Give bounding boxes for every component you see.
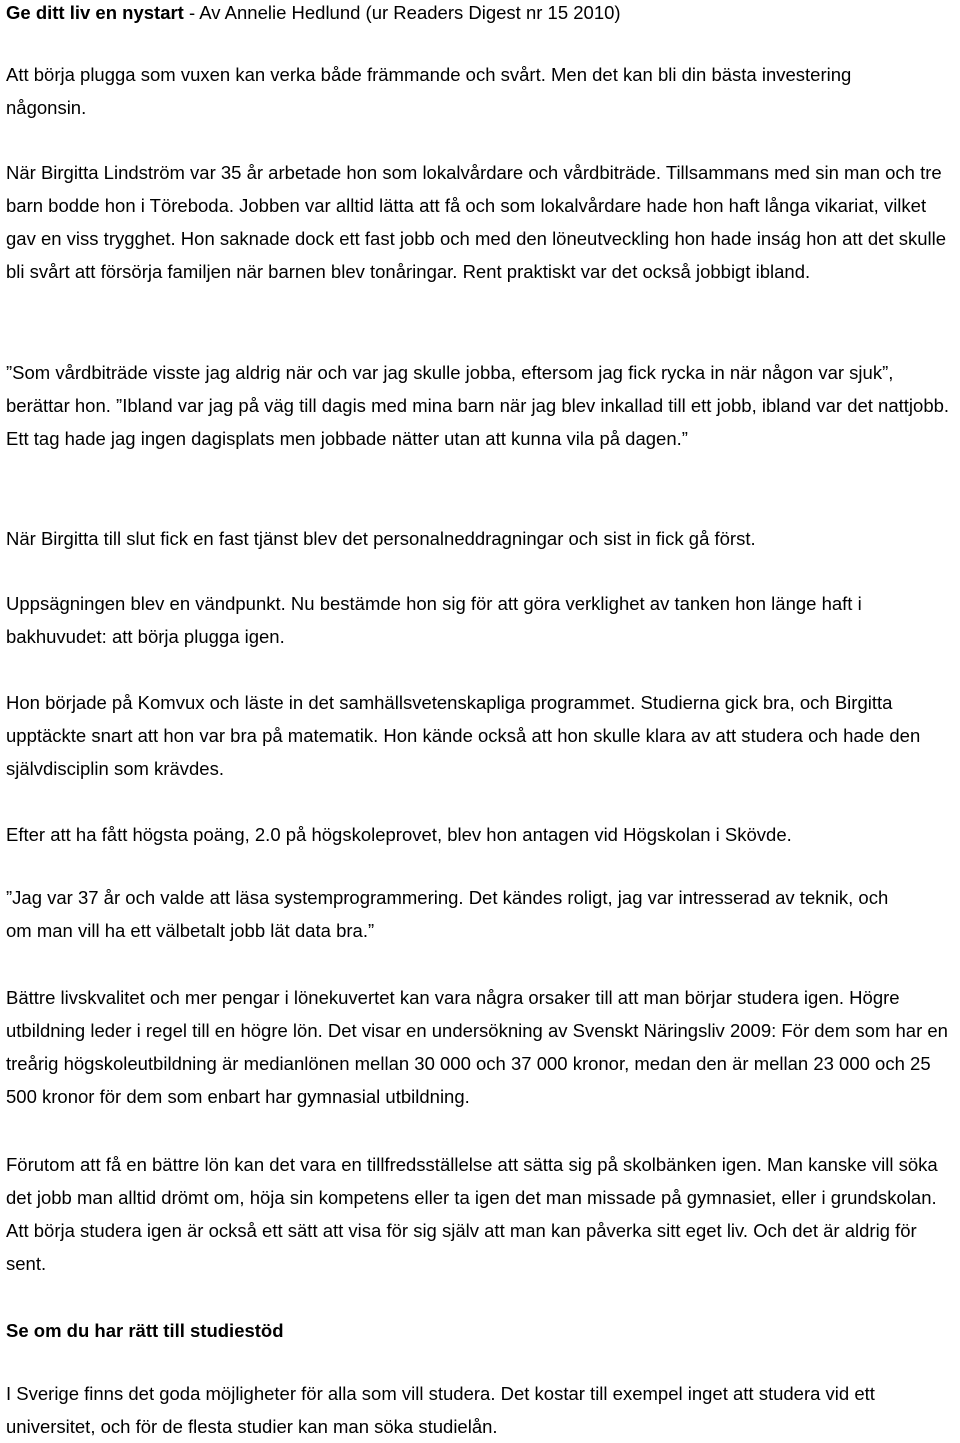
- paragraph-4: När Birgitta till slut fick en fast tjänst blev det personalneddragningar och sist in fick gå först.: [6, 528, 756, 549]
- paragraph-2: När Birgitta Lindström var 35 år arbetade hon som lokalvårdare och vårdbiträde. Tillsammans med sin man och tre barn bodde hon i Töreboda. Jobben var alltid lätta att få och som lokalvårdare hade hon haft långa vikariat, vilket gav en viss trygghet. Hon saknade dock ett fast jobb och med den löneutveckling hon hade inság hon att det skulle bli svårt att försörja familjen när barnen blev tonåringar. Rent praktiskt var det också jobbigt ibland.: [6, 162, 946, 282]
- article-title-byline: - Av Annelie Hedlund (ur Readers Digest nr 15 2010): [183, 2, 621, 23]
- paragraph-7: Efter att ha fått högsta poäng, 2.0 på högskoleprovet, blev hon antagen vid Högskolan i Skövde.: [6, 824, 792, 845]
- paragraph-1: Att börja plugga som vuxen kan verka både främmande och svårt. Men det kan bli din bästa investering någonsin.: [6, 64, 852, 118]
- section-paragraph: I Sverige finns det goda möjligheter för alla som vill studera. Det kostar till exempel inget att studera vid ett universitet, och för de flesta studier kan man söka studielån.: [6, 1383, 875, 1437]
- paragraph-10: Förutom att få en bättre lön kan det vara en tillfredsställelse att sätta sig på skolbänken igen. Man kanske vill söka det jobb man alltid drömt om, höja sin kompetens eller ta igen det man missade på gymnasiet, eller i grundskolan. Att börja studera igen är också ett sätt att visa för sig själv att man kan påverka sitt eget liv. Och det är aldrig för sent.: [6, 1154, 938, 1274]
- paragraph-5: Uppsägningen blev en vändpunkt. Nu bestämde hon sig för att göra verklighet av tanken hon länge haft i bakhuvudet: att börja plugga igen.: [6, 593, 862, 647]
- paragraph-6: Hon började på Komvux och läste in det samhällsvetenskapliga programmet. Studierna gick bra, och Birgitta upptäckte snart att hon var bra på matematik. Hon kände också att hon skulle klara av att studera och hade den självdisciplin som krävdes.: [6, 692, 921, 779]
- paragraph-8: ”Jag var 37 år och valde att läsa systemprogrammering. Det kändes roligt, jag var intresserad av teknik, och om man vill ha ett välbetalt jobb lät data bra.”: [6, 887, 889, 941]
- article-title-main: Ge ditt liv en nystart: [6, 2, 184, 23]
- section-heading: Se om du har rätt till studiestöd: [6, 1320, 284, 1341]
- article-title: [6, 0, 956, 25]
- paragraph-3: ”Som vårdbiträde visste jag aldrig när och var jag skulle jobba, eftersom jag fick rycka in när någon var sjuk”, berättar hon. ”Ibland var jag på väg till dagis med mina barn när jag blev inkallad till ett jobb, ibland var det nattjobb. Ett tag hade jag ingen dagisplats men jobbade nätter utan att kunna vila på dagen.”: [6, 362, 950, 449]
- paragraph-9: Bättre livskvalitet och mer pengar i lönekuvertet kan vara några orsaker till att man börjar studera igen. Högre utbildning leder i regel till en högre lön. Det visar en undersökning av Svenskt Näringsliv 2009: För dem som har en treårig högskoleutbildning är medianlönen mellan 30 000 och 37 000 kronor, medan den är mellan 23 000 och 25 500 kronor för dem som enbart har gymnasial utbildning.: [6, 987, 948, 1107]
